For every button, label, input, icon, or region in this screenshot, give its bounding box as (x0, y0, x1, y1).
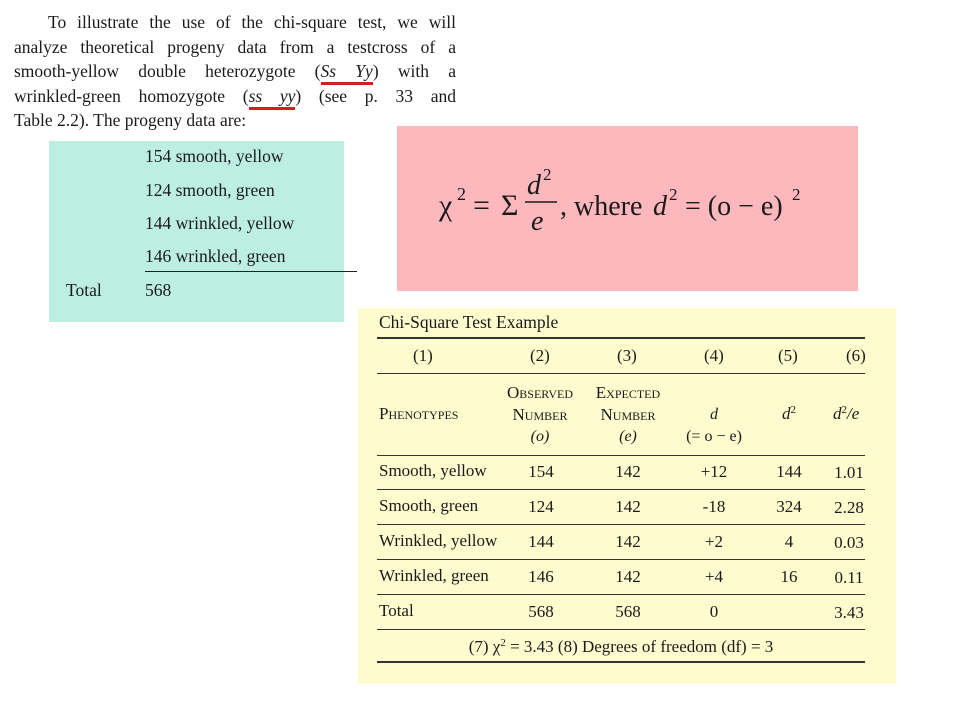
row3-expected: 142 (615, 532, 641, 551)
intro-line-3-after: ) with a (372, 61, 456, 81)
header-observed (500, 382, 580, 448)
header-d-squared-base: d (782, 404, 791, 423)
progeny-total-value: 568 (145, 280, 172, 300)
row4-d: +4 (704, 567, 724, 586)
table-rule (377, 629, 865, 630)
header-expected (586, 382, 670, 448)
total-label: Total (379, 601, 414, 620)
row3-phenotype: Wrinkled, yellow (379, 531, 498, 550)
progeny-data-box (49, 141, 344, 322)
table-rule (377, 661, 865, 663)
formula-chi: χ (439, 189, 453, 222)
table-footer (377, 637, 865, 657)
header-d2e-base: d (833, 404, 842, 423)
table-rule (377, 455, 865, 456)
table-title: Chi-Square Test Example (379, 312, 559, 332)
row4-expected: 142 (615, 567, 641, 586)
progeny-row: 146 wrinkled, green (145, 246, 286, 266)
progeny-row: 124 smooth, green (145, 180, 275, 200)
total-observed: 568 (528, 602, 554, 621)
genotype-heterozygote: Ss Yy (321, 61, 373, 85)
header-d-squared-exp: 2 (790, 404, 796, 416)
table-rule (377, 594, 865, 595)
formula-d: d (653, 191, 667, 222)
footer-chi: (7) χ (468, 637, 501, 656)
intro-line-5: Table 2.2). The progeny data are: (14, 110, 247, 130)
progeny-row: 144 wrinkled, yellow (145, 213, 295, 233)
row1-expected: 142 (615, 462, 641, 481)
formula-where: , where (560, 191, 643, 222)
chi-square-formula (397, 126, 858, 291)
formula-denominator: e (531, 206, 544, 237)
header-observed-line1: Observed (507, 383, 573, 402)
header-d-line2: (= o − e) (686, 428, 742, 445)
row3-observed: 144 (528, 532, 554, 551)
header-d2e-tail: /e (847, 404, 860, 423)
intro-paragraph (14, 10, 456, 133)
table-rule (377, 373, 865, 374)
intro-line-2: analyze theoretical progeny data from a testcross of a (14, 36, 456, 57)
row1-d-squared: 144 (776, 462, 802, 481)
table-rule (377, 559, 865, 560)
intro-line-1: To illustrate the use of the chi-square test, we will (48, 12, 456, 32)
total-expected: 568 (615, 602, 641, 621)
footer-chi-exp: 2 (500, 637, 506, 649)
row2-observed: 124 (528, 497, 554, 516)
row4-d-squared: 16 (780, 567, 798, 586)
header-phenotypes: Phenotypes (379, 404, 459, 423)
row2-d2e: 2.28 (834, 498, 864, 517)
row2-expected: 142 (615, 497, 641, 516)
row1-d2e: 1.01 (834, 463, 864, 482)
row4-phenotype: Wrinkled, green (379, 566, 489, 585)
formula-sigma: Σ (501, 189, 519, 222)
chi-square-table (358, 308, 896, 684)
row1-phenotype: Smooth, yellow (379, 461, 487, 480)
progeny-row: 154 smooth, yellow (145, 146, 284, 166)
intro-line-4-before: wrinkled-green homozygote ( (14, 85, 249, 106)
row1-observed: 154 (528, 462, 554, 481)
row1-d: +12 (700, 462, 728, 481)
formula-chi-exponent: 2 (457, 184, 466, 204)
intro-line-3 (14, 59, 456, 84)
header-d2e-exp: 2 (841, 404, 847, 416)
header-expected-line3: (e) (619, 428, 637, 445)
col-number-5: (5) (778, 346, 798, 365)
row3-d-squared: 4 (784, 532, 794, 551)
col-number-6: (6) (846, 346, 866, 365)
progeny-sum-rule (145, 271, 357, 272)
progeny-total-label: Total (66, 280, 102, 300)
table-rule (377, 337, 865, 339)
row4-observed: 146 (528, 567, 554, 586)
intro-line-4 (14, 84, 456, 109)
footer-text: = 3.43 (8) Degrees of freedom (df) = 3 (505, 637, 774, 656)
formula-numerator-exponent: 2 (543, 165, 552, 184)
row3-d2e: 0.03 (834, 533, 864, 552)
header-d-squared-over-e (833, 404, 859, 424)
formula-rhs: = (o − e) (685, 191, 783, 222)
genotype-homozygote: ss yy (249, 86, 296, 110)
formula-equals: = (473, 189, 490, 222)
header-observed-line3: (o) (530, 428, 550, 445)
header-observed-line2: Number (512, 405, 568, 424)
row4-d2e: 0.11 (834, 568, 864, 587)
col-number-2: (2) (530, 346, 550, 365)
row3-d: +2 (704, 532, 724, 551)
chi-square-formula-box (397, 126, 858, 291)
intro-line-3-before: smooth-yellow double heterozygote ( (14, 61, 321, 81)
header-d-squared (782, 404, 796, 424)
col-number-4: (4) (704, 346, 724, 365)
col-number-1: (1) (413, 346, 433, 365)
intro-line-4-after: ) (see p. 33 and (295, 85, 456, 106)
row2-phenotype: Smooth, green (379, 496, 479, 515)
col-number-3: (3) (617, 346, 637, 365)
formula-rhs-exponent: 2 (792, 185, 801, 204)
formula-numerator: d (527, 170, 541, 201)
row2-d: -18 (702, 497, 726, 516)
table-rule (377, 489, 865, 490)
header-d (676, 404, 752, 448)
formula-d-exponent: 2 (669, 185, 678, 204)
total-d2e: 3.43 (834, 603, 864, 622)
table-rule (377, 524, 865, 525)
row2-d-squared: 324 (776, 497, 802, 516)
header-d-line1: d (710, 406, 718, 423)
header-expected-line2: Number (600, 405, 656, 424)
header-expected-line1: Expected (595, 383, 661, 402)
total-d: 0 (709, 602, 719, 621)
